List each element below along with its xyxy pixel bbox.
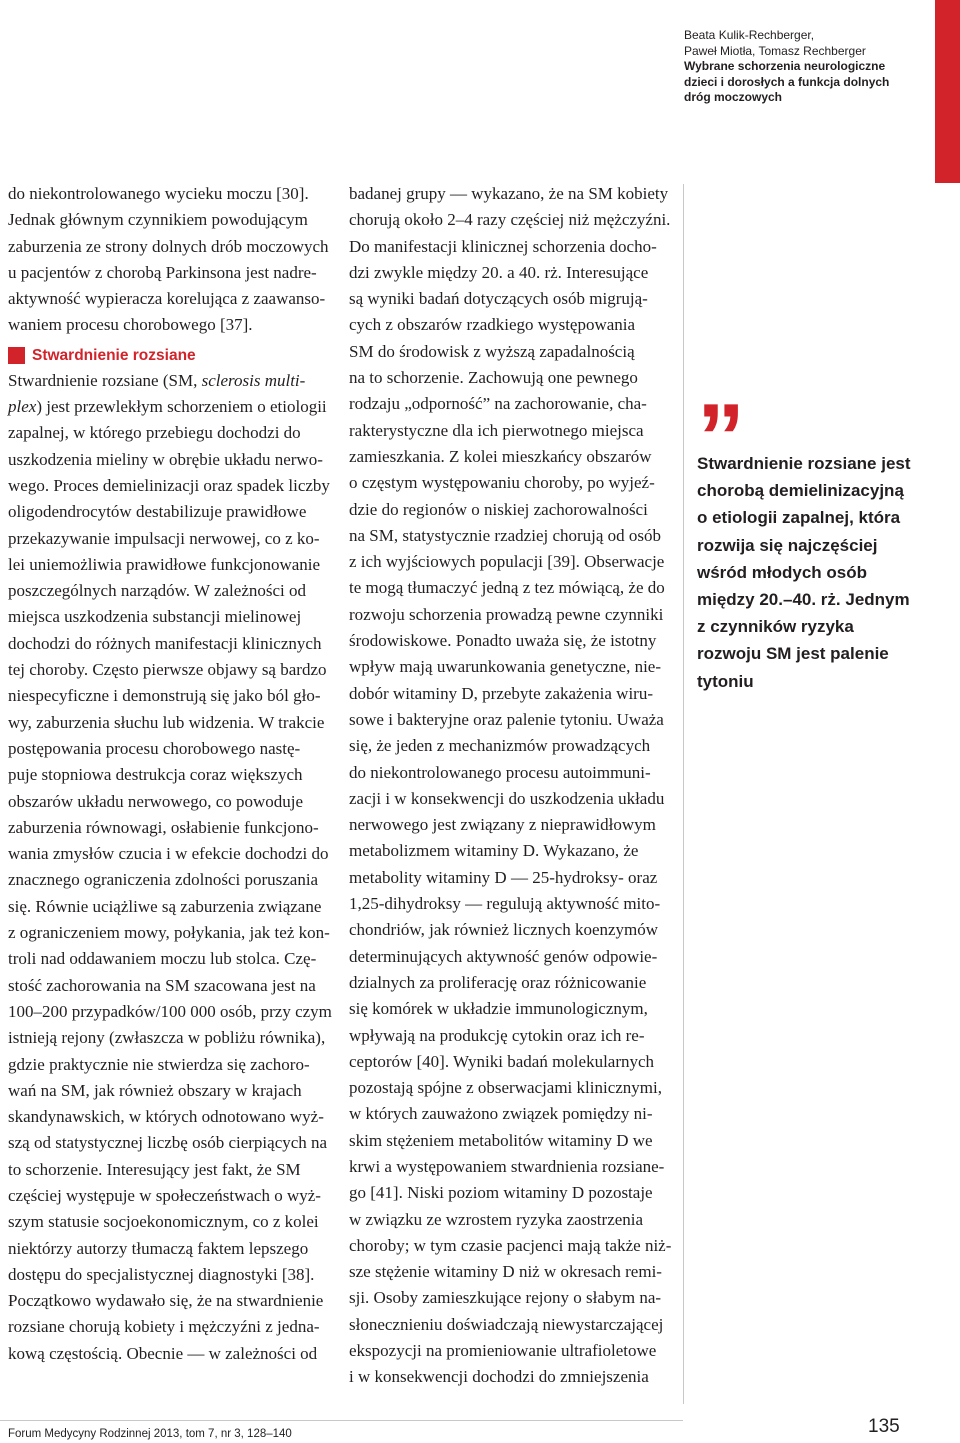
text-line: Początkowo wydawało się, że na stwardnienie	[8, 1291, 324, 1311]
text-line: między 20.–40. rż. Jednym	[697, 590, 910, 610]
text-line: częściej występuje w społeczeństwach o wyż-	[8, 1185, 321, 1205]
text-line: oligodendrocytów destabilizuje prawidłowe	[8, 502, 307, 522]
text-line: badanej grupy — wykazano, że na SM kobiety	[349, 184, 669, 203]
text-line: uszkodzenia mieliny w obrębie układu nerwo-	[8, 449, 323, 469]
text-line: pozostają spójne z obserwacjami klinicznymi,	[349, 1078, 662, 1098]
text-line: wego. Proces demielinizacji oraz spadek liczby	[8, 475, 330, 495]
text-line: krwi a występowaniem stwardnienia rozsiane-	[349, 1156, 665, 1176]
accent-bar	[935, 0, 960, 183]
text-line: wania zmysłów czucia i w efekcie dochodzi do	[8, 844, 329, 864]
text-line: ekspozycji na promieniowanie ultrafioletowe	[349, 1341, 657, 1361]
text-line: wśród młodych osób	[697, 562, 868, 582]
text-line: lei uniemożliwia prawidłowe funkcjonowanie	[8, 554, 321, 574]
text-line: o etiologii zapalnej, która	[697, 508, 901, 528]
text-line: chondriów, jak również licznych koenzymów	[349, 920, 659, 940]
text-line: znacznego ograniczenia zdolności poruszania	[8, 870, 319, 890]
text-line: 1,25-dihydroksy — regulują aktywność mito-	[349, 894, 661, 914]
text-line: Jednak głównym czynnikiem powodującym	[8, 210, 308, 230]
text-line: waniem procesu chorobowego [37].	[8, 315, 253, 335]
text-line: rozsiane chorują kobiety i mężczyźni z jedna-	[8, 1317, 320, 1337]
text-line: się, że jeden z mechanizmów prowadzących	[349, 736, 651, 756]
text-line: rakterystyczne dla ich pierwotnego miejsca	[349, 420, 644, 440]
text-line: niespecyficzne i demonstrują się jako ból gło-	[8, 686, 321, 706]
text-line: zamieszkania. Z kolei mieszkańcy obszarów	[349, 446, 652, 466]
running-header	[684, 28, 924, 106]
text-line: chorobą demielinizacyjną	[697, 481, 904, 501]
text-line: go [41]. Niski poziom witaminy D pozostaje	[349, 1183, 653, 1203]
text-line: nerwowego jest związany z nieprawidłowym	[349, 815, 656, 835]
text-line: w związku ze wzrostem ryzyka zaostrzenia	[349, 1209, 644, 1229]
text-line: ceptorów [40]. Wyniki badań molekularnych	[349, 1051, 655, 1071]
text-line: choroby; w tym czasie pacjenci mają także niż-	[349, 1235, 672, 1255]
text-line: z ich wyjściowych populacji [39]. Obserwacje	[349, 552, 665, 572]
text-line: cych z obszarów rzadkiego występowania	[349, 315, 636, 335]
text-line: dostępu do specjalistycznej diagnostyki [38].	[8, 1264, 315, 1284]
text-line: u pacjentów z chorobą Parkinsona jest nadre-	[8, 262, 317, 282]
text-line: skim stężeniem metabolitów witaminy D we	[349, 1130, 653, 1150]
text-line: sze stężenie witaminy D niż w okresach remi-	[349, 1262, 662, 1282]
column-divider	[683, 184, 684, 1404]
section-heading-text: Stwardnienie rozsiane	[32, 346, 196, 364]
text-line: o częstym występowaniu choroby, po wyjeź-	[349, 473, 655, 493]
text-line: na to schorzenie. Zachowują one pewnego	[349, 368, 638, 388]
left-column	[8, 181, 330, 1367]
text-line: Do manifestacji klinicznej schorzenia docho-	[349, 236, 657, 256]
text-line: dzie do regionów o niskiej zachorowalności	[349, 499, 648, 519]
body-lines	[8, 420, 330, 1367]
text-line: tej choroby. Często pierwsze objawy są bardzo	[8, 660, 327, 680]
text-line: determinujących aktywność genów odpowie-	[349, 946, 658, 966]
text-line: istnieją rejony (zwłaszcza w pobliżu równika),	[8, 1028, 326, 1048]
text-line: dzi zwykle między 20. a 40. rż. Interesujące	[349, 262, 649, 282]
text-line: plex) jest przewlekłym schorzeniem o etiologii	[8, 397, 327, 417]
section-heading	[8, 346, 330, 366]
text-line: zaburzenia równowagi, osłabienie funkcjono-	[8, 817, 319, 837]
text-line: rozwija się najczęściej	[697, 535, 878, 555]
page-number: 135	[868, 1416, 900, 1437]
text-line: kową częstością. Obecnie — w zależności od	[8, 1343, 318, 1363]
text-line: tytoniu	[697, 671, 754, 691]
text-line: zaburzenia ze strony dolnych drób moczowych	[8, 236, 329, 256]
text-line: rozwoju schorzenia prowadzą pewne czynniki	[349, 604, 664, 624]
text-line: skandynawskich, w których odnotowano wyż-	[8, 1107, 324, 1127]
header-authors: Paweł Miotła, Tomasz Rechberger	[684, 43, 866, 58]
text-line: stość zachorowania na SM szacowana jest na	[8, 975, 316, 995]
text-line: obszarów układu nerwowego, co powoduje	[8, 791, 304, 811]
journal-citation: Forum Medycyny Rodzinnej 2013, tom 7, nr 3, 128–140	[8, 1428, 292, 1440]
text-line: zapalnej, w którego przebiegu dochodzi do	[8, 423, 301, 443]
text-line: środowiskowe. Ponadto uważa się, że istotny	[349, 631, 657, 651]
text-line: Stwardnienie rozsiane (SM, sclerosis multi-	[8, 370, 306, 390]
text-line: w których zauważono związek pomiędzy ni-	[349, 1104, 653, 1124]
text-line: z czynników ryzyka	[697, 617, 854, 637]
text-line: szym statusie socjoekonomicznym, co z kolei	[8, 1212, 319, 1232]
text-line: się komórek w układzie immunologicznym,	[349, 999, 648, 1019]
text-line: wpływają na produkcję cytokin oraz ich re-	[349, 1025, 645, 1045]
text-line: rozwoju SM jest palenie	[697, 644, 889, 664]
text-line: te mogą tłumaczyć jedną z tez mówiącą, że do	[349, 578, 665, 598]
text-line: do niekontrolowanego wycieku moczu [30].	[8, 184, 309, 203]
text-line: i w konsekwencji dochodzi do zmniejszenia	[349, 1367, 649, 1387]
body-lines	[349, 181, 671, 1391]
text-line: dochodzi do różnych manifestacji klinicznych	[8, 633, 322, 653]
text-line: chorują około 2–4 razy częściej niż mężczyźni.	[349, 210, 671, 230]
text-line: 100–200 przypadków/100 000 osób, przy czym	[8, 1001, 332, 1021]
text-line: do niekontrolowanego procesu autoimmuni-	[349, 762, 651, 782]
text-line: postępowania procesu chorobowego nastę-	[8, 738, 301, 758]
text-line: niektórzy autorzy tłumaczą faktem lepszego	[8, 1238, 309, 1258]
header-title: Wybrane schorzenia neurologiczne	[684, 59, 886, 74]
text-line: się. Równie uciążliwe są zaburzenia związane	[8, 896, 322, 916]
heading-square-icon	[8, 347, 25, 364]
text-line: poszczególnych narządów. W zależności od	[8, 581, 307, 601]
text-line: wpływ mają uwarunkowania genetyczne, nie-	[349, 657, 662, 677]
text-line: gdzie praktycznie nie stwierdza się zachoro-	[8, 1054, 310, 1074]
section-body	[8, 368, 330, 1367]
text-line: rodzaju „odporność” na zachorowanie, cha-	[349, 394, 647, 414]
middle-column	[349, 181, 671, 1391]
text-line: są wyniki badań dotyczących osób migrują-	[349, 289, 648, 309]
text-line: Stwardnienie rozsiane jest	[697, 454, 911, 473]
text-line: puje stopniowa destrukcja coraz większych	[8, 765, 303, 785]
text-line: SM do środowisk z wyższą zapadalnością	[349, 341, 635, 361]
intro-paragraph	[8, 181, 330, 339]
text-line: na SM, statystycznie rzadziej chorują od osób	[349, 525, 662, 545]
text-line: z ograniczeniem mowy, połykania, jak też kon-	[8, 923, 330, 943]
text-line: metabolity witaminy D — 25-hydroksy- oraz	[349, 867, 658, 887]
footer-divider	[0, 1420, 683, 1421]
text-line: przekazywanie impulsacji nerwowej, co z ko-	[8, 528, 320, 548]
text-line: sji. Osoby zamieszkujące rejony o słabym na-	[349, 1288, 662, 1308]
text-line: sowe i bakteryjne oraz palenie tytoniu. Uważa	[349, 709, 664, 729]
header-title: dróg moczowych	[684, 90, 783, 105]
text-line: troli nad oddawaniem moczu lub stolca. Czę-	[8, 949, 317, 969]
text-line: dobór witaminy D, przebyte zakażenia wiru-	[349, 683, 653, 703]
text-line: zacji i w konsekwencji do uszkodzenia układu	[349, 788, 665, 808]
text-line: wań na SM, jak również obszary w krajach	[8, 1080, 302, 1100]
text-line: aktywność wypieracza korelująca z zaawanso-	[8, 289, 326, 309]
quote-mark-icon: ”	[697, 384, 739, 491]
header-authors: Beata Kulik-Rechberger,	[684, 28, 815, 42]
text-line: to schorzenie. Interesujący jest fakt, że SM	[8, 1159, 301, 1179]
text-line: dzialnych za proliferację oraz różnicowanie	[349, 972, 647, 992]
text-line: wy, zaburzenia słuchu lub widzenia. W trakcie	[8, 712, 325, 732]
text-line: miejsca uszkodzenia substancji mielinowej	[8, 607, 302, 627]
text-line: metabolizmem witaminy D. Wykazano, że	[349, 841, 639, 861]
text-line: słonecznieniu doświadczają niewystarczającej	[349, 1314, 664, 1334]
pull-quote	[697, 450, 932, 695]
header-title: dzieci i dorosłych a funkcja dolnych	[684, 74, 890, 89]
text-line: szą od statystycznej liczbę osób cierpiących na	[8, 1133, 328, 1153]
